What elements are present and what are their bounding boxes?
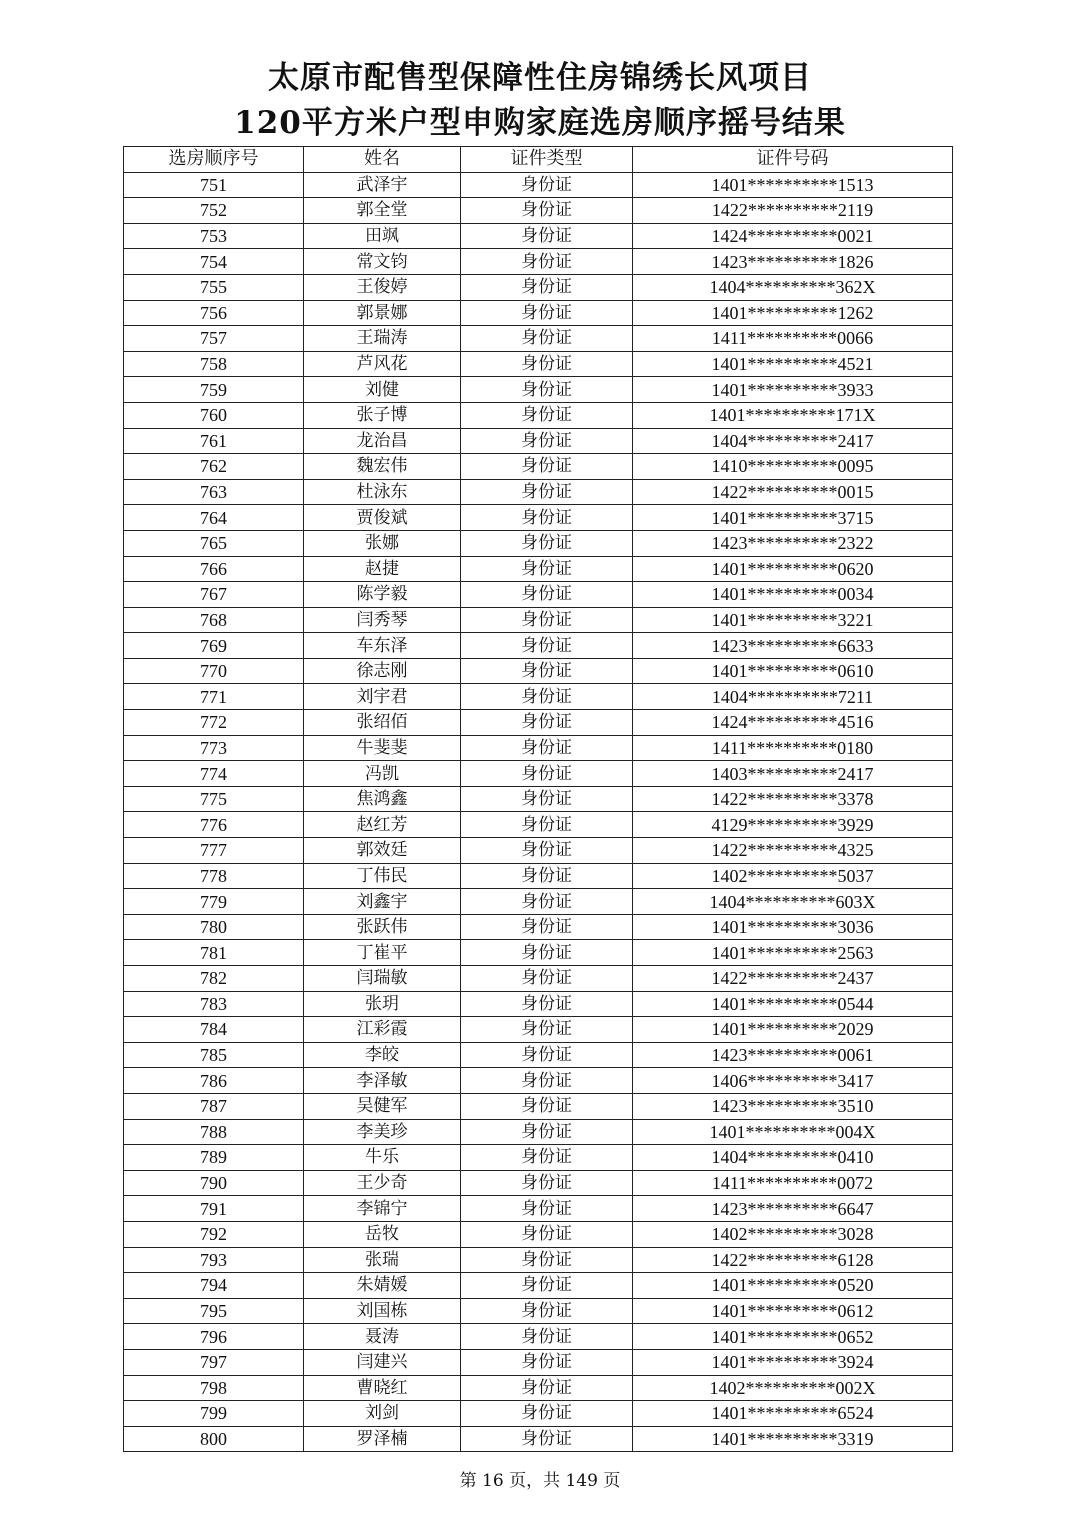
cell-id-number: 1404**********2417 xyxy=(633,428,953,454)
cell-order-number: 790 xyxy=(124,1170,304,1196)
cell-id-number: 1410**********0095 xyxy=(633,454,953,480)
cell-id-type: 身份证 xyxy=(461,1324,633,1350)
cell-id-number: 1401**********2563 xyxy=(633,940,953,966)
cell-name: 李美珍 xyxy=(304,1119,461,1145)
cell-order-number: 758 xyxy=(124,351,304,377)
cell-id-type: 身份证 xyxy=(461,1247,633,1273)
cell-id-number: 1404**********603X xyxy=(633,889,953,915)
table-row xyxy=(124,658,953,684)
cell-name: 刘鑫宇 xyxy=(304,889,461,915)
cell-order-number: 780 xyxy=(124,914,304,940)
column-header-id-number: 证件号码 xyxy=(633,147,953,173)
document-title-line-2: 120平方米户型申购家庭选房顺序摇号结果 xyxy=(234,105,846,141)
cell-id-number: 1422**********2119 xyxy=(633,198,953,224)
cell-name: 张瑞 xyxy=(304,1247,461,1273)
table-row xyxy=(124,607,953,633)
cell-name: 刘国栋 xyxy=(304,1298,461,1324)
cell-id-number: 1404**********362X xyxy=(633,274,953,300)
cell-order-number: 777 xyxy=(124,838,304,864)
cell-name: 徐志刚 xyxy=(304,658,461,684)
cell-name: 张绍佰 xyxy=(304,710,461,736)
cell-id-type: 身份证 xyxy=(461,914,633,940)
cell-order-number: 752 xyxy=(124,198,304,224)
cell-id-type: 身份证 xyxy=(461,710,633,736)
cell-order-number: 760 xyxy=(124,402,304,428)
cell-id-number: 1404**********0410 xyxy=(633,1145,953,1171)
table-row xyxy=(124,454,953,480)
cell-order-number: 787 xyxy=(124,1093,304,1119)
cell-id-number: 1401**********171X xyxy=(633,402,953,428)
cell-name: 车东泽 xyxy=(304,633,461,659)
cell-id-number: 1423**********2322 xyxy=(633,530,953,556)
cell-name: 吴健军 xyxy=(304,1093,461,1119)
cell-order-number: 782 xyxy=(124,966,304,992)
table-header-row xyxy=(124,147,953,173)
cell-id-number: 1401**********0620 xyxy=(633,556,953,582)
cell-order-number: 759 xyxy=(124,377,304,403)
cell-id-number: 1402**********002X xyxy=(633,1375,953,1401)
cell-id-number: 1403**********2417 xyxy=(633,761,953,787)
cell-order-number: 767 xyxy=(124,582,304,608)
cell-name: 岳牧 xyxy=(304,1221,461,1247)
cell-id-number: 1411**********0180 xyxy=(633,735,953,761)
cell-order-number: 775 xyxy=(124,786,304,812)
cell-order-number: 783 xyxy=(124,991,304,1017)
table-row xyxy=(124,966,953,992)
cell-name: 常文钧 xyxy=(304,249,461,275)
table-row xyxy=(124,1196,953,1222)
cell-name: 牛乐 xyxy=(304,1145,461,1171)
cell-name: 杜泳东 xyxy=(304,479,461,505)
cell-id-type: 身份证 xyxy=(461,1042,633,1068)
cell-name: 郭效廷 xyxy=(304,838,461,864)
cell-order-number: 784 xyxy=(124,1017,304,1043)
cell-order-number: 792 xyxy=(124,1221,304,1247)
cell-id-type: 身份证 xyxy=(461,1221,633,1247)
cell-id-type: 身份证 xyxy=(461,658,633,684)
cell-id-number: 1423**********6647 xyxy=(633,1196,953,1222)
cell-id-type: 身份证 xyxy=(461,1426,633,1452)
table-row xyxy=(124,761,953,787)
table-row xyxy=(124,505,953,531)
cell-order-number: 761 xyxy=(124,428,304,454)
cell-id-number: 1424**********4516 xyxy=(633,710,953,736)
cell-name: 李锦宁 xyxy=(304,1196,461,1222)
cell-id-number: 1424**********0021 xyxy=(633,223,953,249)
table-row xyxy=(124,1324,953,1350)
cell-id-type: 身份证 xyxy=(461,198,633,224)
cell-id-type: 身份证 xyxy=(461,1273,633,1299)
cell-order-number: 756 xyxy=(124,300,304,326)
table-row xyxy=(124,889,953,915)
cell-id-type: 身份证 xyxy=(461,607,633,633)
cell-name: 武泽宇 xyxy=(304,172,461,198)
cell-id-type: 身份证 xyxy=(461,249,633,275)
cell-id-type: 身份证 xyxy=(461,684,633,710)
cell-order-number: 751 xyxy=(124,172,304,198)
cell-id-type: 身份证 xyxy=(461,274,633,300)
cell-order-number: 785 xyxy=(124,1042,304,1068)
cell-name: 赵捷 xyxy=(304,556,461,582)
table-row xyxy=(124,1170,953,1196)
table-row xyxy=(124,1145,953,1171)
cell-name: 焦鸿鑫 xyxy=(304,786,461,812)
cell-id-type: 身份证 xyxy=(461,1017,633,1043)
cell-id-type: 身份证 xyxy=(461,223,633,249)
cell-id-number: 1401**********3933 xyxy=(633,377,953,403)
cell-order-number: 765 xyxy=(124,530,304,556)
cell-id-type: 身份证 xyxy=(461,1375,633,1401)
table-row xyxy=(124,172,953,198)
cell-id-type: 身份证 xyxy=(461,735,633,761)
cell-id-type: 身份证 xyxy=(461,1298,633,1324)
table-row xyxy=(124,530,953,556)
cell-order-number: 764 xyxy=(124,505,304,531)
table-row xyxy=(124,1349,953,1375)
cell-id-number: 1404**********7211 xyxy=(633,684,953,710)
cell-id-number: 1401**********6524 xyxy=(633,1401,953,1427)
table-row xyxy=(124,838,953,864)
cell-order-number: 797 xyxy=(124,1349,304,1375)
cell-order-number: 781 xyxy=(124,940,304,966)
cell-id-number: 1401**********1513 xyxy=(633,172,953,198)
cell-order-number: 773 xyxy=(124,735,304,761)
table-row xyxy=(124,1375,953,1401)
cell-name: 王少奇 xyxy=(304,1170,461,1196)
cell-order-number: 786 xyxy=(124,1068,304,1094)
cell-order-number: 757 xyxy=(124,326,304,352)
cell-id-number: 1422**********3378 xyxy=(633,786,953,812)
cell-order-number: 762 xyxy=(124,454,304,480)
cell-id-type: 身份证 xyxy=(461,1196,633,1222)
cell-order-number: 794 xyxy=(124,1273,304,1299)
cell-id-type: 身份证 xyxy=(461,402,633,428)
table-row xyxy=(124,274,953,300)
cell-id-number: 1422**********0015 xyxy=(633,479,953,505)
cell-name: 李皎 xyxy=(304,1042,461,1068)
cell-name: 闫秀琴 xyxy=(304,607,461,633)
cell-id-number: 1401**********3221 xyxy=(633,607,953,633)
table-row xyxy=(124,479,953,505)
cell-order-number: 772 xyxy=(124,710,304,736)
cell-name: 闫建兴 xyxy=(304,1349,461,1375)
table-row xyxy=(124,1426,953,1452)
cell-id-type: 身份证 xyxy=(461,966,633,992)
cell-id-number: 1401**********3924 xyxy=(633,1349,953,1375)
cell-id-type: 身份证 xyxy=(461,838,633,864)
cell-name: 冯凯 xyxy=(304,761,461,787)
table-row xyxy=(124,249,953,275)
cell-id-type: 身份证 xyxy=(461,940,633,966)
cell-id-type: 身份证 xyxy=(461,1093,633,1119)
cell-order-number: 793 xyxy=(124,1247,304,1273)
cell-id-type: 身份证 xyxy=(461,582,633,608)
cell-order-number: 796 xyxy=(124,1324,304,1350)
column-header-name: 姓名 xyxy=(304,147,461,173)
cell-order-number: 753 xyxy=(124,223,304,249)
cell-order-number: 798 xyxy=(124,1375,304,1401)
cell-id-number: 1401**********1262 xyxy=(633,300,953,326)
table-row xyxy=(124,1298,953,1324)
cell-id-type: 身份证 xyxy=(461,377,633,403)
table-row xyxy=(124,326,953,352)
table-row xyxy=(124,914,953,940)
cell-id-type: 身份证 xyxy=(461,351,633,377)
cell-name: 王瑞涛 xyxy=(304,326,461,352)
table-row xyxy=(124,633,953,659)
cell-id-type: 身份证 xyxy=(461,1401,633,1427)
cell-id-number: 1401**********004X xyxy=(633,1119,953,1145)
cell-id-number: 4129**********3929 xyxy=(633,812,953,838)
table-row xyxy=(124,1119,953,1145)
cell-name: 刘剑 xyxy=(304,1401,461,1427)
cell-order-number: 755 xyxy=(124,274,304,300)
cell-name: 贾俊斌 xyxy=(304,505,461,531)
cell-id-type: 身份证 xyxy=(461,326,633,352)
cell-name: 牛斐斐 xyxy=(304,735,461,761)
cell-id-number: 1401**********0520 xyxy=(633,1273,953,1299)
cell-id-number: 1422**********2437 xyxy=(633,966,953,992)
cell-order-number: 791 xyxy=(124,1196,304,1222)
cell-name: 曹晓红 xyxy=(304,1375,461,1401)
table-row xyxy=(124,991,953,1017)
cell-id-type: 身份证 xyxy=(461,479,633,505)
cell-id-number: 1402**********5037 xyxy=(633,863,953,889)
cell-id-type: 身份证 xyxy=(461,505,633,531)
cell-id-type: 身份证 xyxy=(461,1119,633,1145)
cell-id-type: 身份证 xyxy=(461,172,633,198)
cell-id-type: 身份证 xyxy=(461,454,633,480)
table-row xyxy=(124,863,953,889)
table-row xyxy=(124,1221,953,1247)
cell-id-number: 1411**********0072 xyxy=(633,1170,953,1196)
table-row xyxy=(124,786,953,812)
cell-order-number: 789 xyxy=(124,1145,304,1171)
cell-id-type: 身份证 xyxy=(461,889,633,915)
cell-order-number: 766 xyxy=(124,556,304,582)
cell-id-type: 身份证 xyxy=(461,1349,633,1375)
cell-name: 丁崔平 xyxy=(304,940,461,966)
cell-name: 丁伟民 xyxy=(304,863,461,889)
document-title-line-1: 太原市配售型保障性住房锦绣长风项目 xyxy=(268,60,812,96)
cell-order-number: 774 xyxy=(124,761,304,787)
cell-order-number: 769 xyxy=(124,633,304,659)
cell-id-number: 1401**********3036 xyxy=(633,914,953,940)
table-row xyxy=(124,1042,953,1068)
cell-id-type: 身份证 xyxy=(461,863,633,889)
table-row xyxy=(124,1017,953,1043)
table-row xyxy=(124,351,953,377)
page-footer: 第 16 页，共 149 页 xyxy=(459,1471,621,1491)
table-row xyxy=(124,300,953,326)
table-row xyxy=(124,710,953,736)
cell-id-number: 1401**********0610 xyxy=(633,658,953,684)
cell-id-number: 1401**********0652 xyxy=(633,1324,953,1350)
table-row xyxy=(124,940,953,966)
table-row xyxy=(124,402,953,428)
cell-order-number: 770 xyxy=(124,658,304,684)
cell-id-type: 身份证 xyxy=(461,786,633,812)
cell-name: 陈学毅 xyxy=(304,582,461,608)
cell-id-type: 身份证 xyxy=(461,812,633,838)
table-row xyxy=(124,684,953,710)
cell-id-number: 1401**********3319 xyxy=(633,1426,953,1452)
cell-id-type: 身份证 xyxy=(461,1068,633,1094)
cell-name: 张跃伟 xyxy=(304,914,461,940)
cell-order-number: 763 xyxy=(124,479,304,505)
cell-id-number: 1401**********0612 xyxy=(633,1298,953,1324)
cell-id-type: 身份证 xyxy=(461,1145,633,1171)
cell-name: 李泽敏 xyxy=(304,1068,461,1094)
cell-order-number: 799 xyxy=(124,1401,304,1427)
cell-name: 刘健 xyxy=(304,377,461,403)
cell-name: 朱婧媛 xyxy=(304,1273,461,1299)
cell-order-number: 776 xyxy=(124,812,304,838)
cell-name: 郭全堂 xyxy=(304,198,461,224)
cell-name: 张娜 xyxy=(304,530,461,556)
cell-name: 田飒 xyxy=(304,223,461,249)
cell-order-number: 788 xyxy=(124,1119,304,1145)
cell-id-number: 1422**********6128 xyxy=(633,1247,953,1273)
cell-name: 郭景娜 xyxy=(304,300,461,326)
table-row xyxy=(124,735,953,761)
cell-order-number: 795 xyxy=(124,1298,304,1324)
table-row xyxy=(124,1247,953,1273)
column-header-id-type: 证件类型 xyxy=(461,147,633,173)
cell-id-number: 1422**********4325 xyxy=(633,838,953,864)
table-row xyxy=(124,223,953,249)
table-row xyxy=(124,812,953,838)
cell-id-type: 身份证 xyxy=(461,1170,633,1196)
table-row xyxy=(124,428,953,454)
cell-id-number: 1402**********3028 xyxy=(633,1221,953,1247)
cell-id-type: 身份证 xyxy=(461,633,633,659)
table-row xyxy=(124,1401,953,1427)
table-row xyxy=(124,1273,953,1299)
cell-name: 张玥 xyxy=(304,991,461,1017)
cell-name: 江彩霞 xyxy=(304,1017,461,1043)
cell-id-number: 1423**********3510 xyxy=(633,1093,953,1119)
cell-id-number: 1423**********0061 xyxy=(633,1042,953,1068)
cell-id-number: 1423**********6633 xyxy=(633,633,953,659)
cell-name: 芦风花 xyxy=(304,351,461,377)
cell-order-number: 771 xyxy=(124,684,304,710)
cell-id-number: 1401**********4521 xyxy=(633,351,953,377)
cell-order-number: 800 xyxy=(124,1426,304,1452)
cell-id-type: 身份证 xyxy=(461,991,633,1017)
cell-order-number: 754 xyxy=(124,249,304,275)
cell-name: 王俊婷 xyxy=(304,274,461,300)
cell-name: 赵红芳 xyxy=(304,812,461,838)
lottery-result-table xyxy=(123,146,953,1452)
cell-id-number: 1406**********3417 xyxy=(633,1068,953,1094)
cell-id-type: 身份证 xyxy=(461,530,633,556)
table-row xyxy=(124,377,953,403)
cell-id-number: 1411**********0066 xyxy=(633,326,953,352)
cell-id-number: 1401**********0034 xyxy=(633,582,953,608)
cell-id-number: 1401**********2029 xyxy=(633,1017,953,1043)
cell-name: 张子博 xyxy=(304,402,461,428)
cell-id-number: 1423**********1826 xyxy=(633,249,953,275)
cell-name: 聂涛 xyxy=(304,1324,461,1350)
table-row xyxy=(124,582,953,608)
cell-name: 刘宇君 xyxy=(304,684,461,710)
column-header-order-number: 选房顺序号 xyxy=(124,147,304,173)
table-row xyxy=(124,1068,953,1094)
cell-name: 龙治昌 xyxy=(304,428,461,454)
cell-name: 闫瑞敏 xyxy=(304,966,461,992)
cell-id-number: 1401**********0544 xyxy=(633,991,953,1017)
cell-id-type: 身份证 xyxy=(461,556,633,582)
table-row xyxy=(124,1093,953,1119)
table-row xyxy=(124,198,953,224)
cell-id-type: 身份证 xyxy=(461,761,633,787)
cell-id-number: 1401**********3715 xyxy=(633,505,953,531)
cell-name: 罗泽楠 xyxy=(304,1426,461,1452)
table-row xyxy=(124,556,953,582)
cell-id-type: 身份证 xyxy=(461,428,633,454)
cell-id-type: 身份证 xyxy=(461,300,633,326)
cell-order-number: 778 xyxy=(124,863,304,889)
cell-name: 魏宏伟 xyxy=(304,454,461,480)
cell-order-number: 779 xyxy=(124,889,304,915)
cell-order-number: 768 xyxy=(124,607,304,633)
